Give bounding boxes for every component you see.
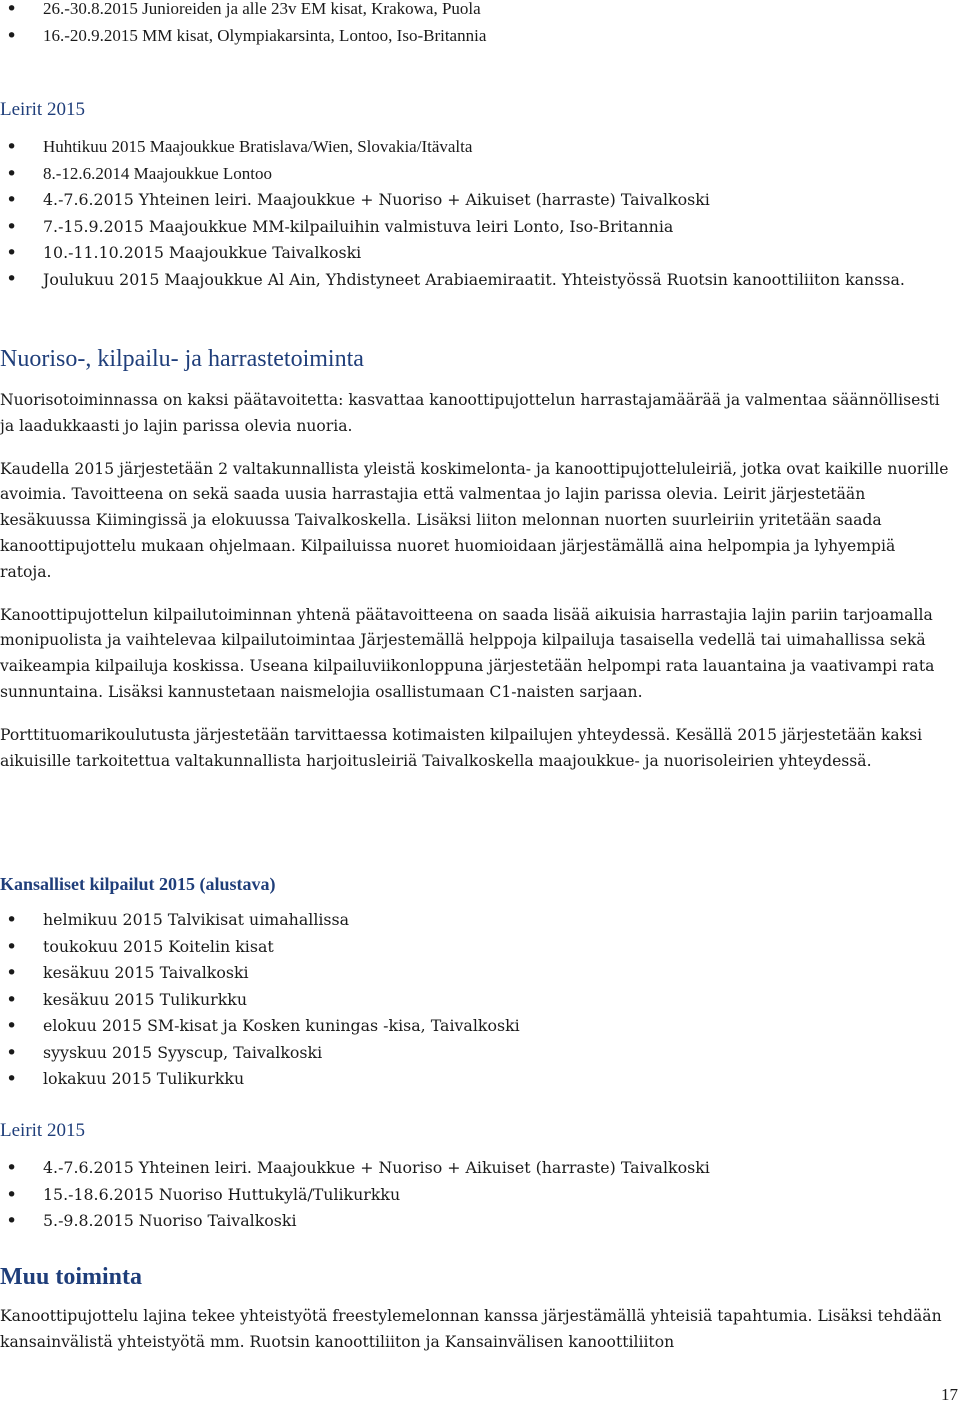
- section-heading: Leirit 2015: [0, 1120, 85, 1141]
- paragraph: Kanoottipujottelu lajina tekee yhteistyötä freestylemelonnan kanssa järjestämällä yhteisiä tapahtumia. Lisäksi tehdään kansainvälistä yhteistyötä mm. Ruotsin kanoottiliiton ja Kansainvälisen kanoottiliiton: [0, 1307, 942, 1351]
- page-number: 17: [941, 1385, 958, 1404]
- list-item: • Joulukuu 2015 Maajoukkue Al Ain, Yhdistyneet Arabiaemiraatit. Yhteistyössä Ruotsin kanoottiliiton kanssa.: [0, 267, 950, 292]
- list-item: • syyskuu 2015 Syyscup, Taivalkoski: [0, 1040, 950, 1067]
- youth-section: [0, 344, 950, 774]
- list-item: • kesäkuu 2015 Tulikurkku: [0, 987, 950, 1014]
- camps-section-2: [0, 1119, 950, 1235]
- paragraph: Kaudella 2015 järjestetään 2 valtakunnallista yleistä koskimelonta- ja kanoottipujotteluleiriä, jotka ovat kaikille nuorille avoimia. Tavoitteena on sekä saada uusia harrastajia että valmentaa jo lajin parissa olevia. Leirit järjestetään kesäkuussa Kiimingissä ja elokuussa Taivalkoskella. Lisäksi liiton melonnan nuorten suurleiriin yritetään saada kanoottipujottelu mukaan ohjelmaan. Kilpailuissa nuoret huomioidaan järjestämällä aina helpompia ja lyhyempiä ratoja.: [0, 459, 949, 581]
- list-item: • 15.-18.6.2015 Nuoriso Huttukylä/Tulikurkku: [0, 1182, 950, 1209]
- list-item: • elokuu 2015 SM-kisat ja Kosken kuningas -kisa, Taivalkoski: [0, 1013, 950, 1040]
- list-item: • 16.-20.9.2015 MM kisat, Olympiakarsinta, Lontoo, Iso-Britannia: [0, 23, 950, 50]
- section-heading: Leirit 2015: [0, 99, 85, 120]
- list-item: • kesäkuu 2015 Taivalkoski: [0, 960, 950, 987]
- list-item: • toukokuu 2015 Koitelin kisat: [0, 934, 950, 961]
- top-bullet-section: [0, 0, 950, 49]
- paragraph: Nuorisotoiminnassa on kaksi päätavoitetta: kasvattaa kanoottipujottelun harrastajamäärää ja valmentaa säännöllisesti ja laadukkaasti jo lajin parissa olevia nuoria.: [0, 391, 940, 435]
- national-competitions-section: [0, 872, 950, 1093]
- list-item: • 4.-7.6.2015 Yhteinen leiri. Maajoukkue + Nuoriso + Aikuiset (harraste) Taivalkoski: [0, 1155, 950, 1182]
- section-heading: Kansalliset kilpailut 2015 (alustava): [0, 874, 276, 894]
- list-item: • 10.-11.10.2015 Maajoukkue Taivalkoski: [0, 240, 950, 267]
- section-heading: Nuoriso-, kilpailu- ja harrastetoiminta: [0, 346, 364, 372]
- camps-list-1: [0, 134, 950, 292]
- top-bullet-list: [0, 0, 950, 49]
- camps-section-1: [0, 98, 950, 292]
- list-item: • 5.-9.8.2015 Nuoriso Taivalkoski: [0, 1208, 950, 1235]
- paragraph: Porttituomarikoulutusta järjestetään tarvittaessa kotimaisten kilpailujen yhteydessä. Kesällä 2015 järjestetään kaksi aikuisille tarkoitettua valtakunnallista harjoitusleiriä Taivalkoskella maajoukkue- ja nuorisoleirien yhteydessä.: [0, 725, 923, 770]
- list-item: • helmikuu 2015 Talvikisat uimahallissa: [0, 907, 950, 934]
- other-activity-section: [0, 1262, 950, 1356]
- section-heading: Muu toiminta: [0, 1264, 143, 1290]
- list-item: • 26.-30.8.2015 Junioreiden ja alle 23v EM kisat, Krakowa, Puola: [0, 0, 950, 23]
- national-competitions-list: [0, 907, 950, 1093]
- list-item: • 7.-15.9.2015 Maajoukkue MM-kilpailuihin valmistuva leiri Lonto, Iso-Britannia: [0, 214, 950, 241]
- list-item: • 8.-12.6.2014 Maajoukkue Lontoo: [0, 161, 950, 188]
- list-item: • lokakuu 2015 Tulikurkku: [0, 1066, 950, 1093]
- paragraph: Kanoottipujottelun kilpailutoiminnan yhtenä päätavoitteena on saada lisää aikuisia harrastajia lajin pariin tarjoamalla monipuolista ja vaihtelevaa kilpailutoimintaa Järjestemällä helppoja kilpailuja tasaisella vedellä tai uimahallissa sekä vaikeampia kilpailuja koskissa. Useana kilpailuviikonloppuna järjestetään helpompi rata lauantaina ja vaativampi rata sunnuntaina. Lisäksi kannustetaan naismelojia osallistumaan C1-naisten sarjaan.: [0, 605, 935, 701]
- list-item: • 4.-7.6.2015 Yhteinen leiri. Maajoukkue + Nuoriso + Aikuiset (harraste) Taivalkoski: [0, 187, 950, 214]
- camps-list-2: [0, 1155, 950, 1235]
- list-item: • Huhtikuu 2015 Maajoukkue Bratislava/Wien, Slovakia/Itävalta: [0, 134, 950, 161]
